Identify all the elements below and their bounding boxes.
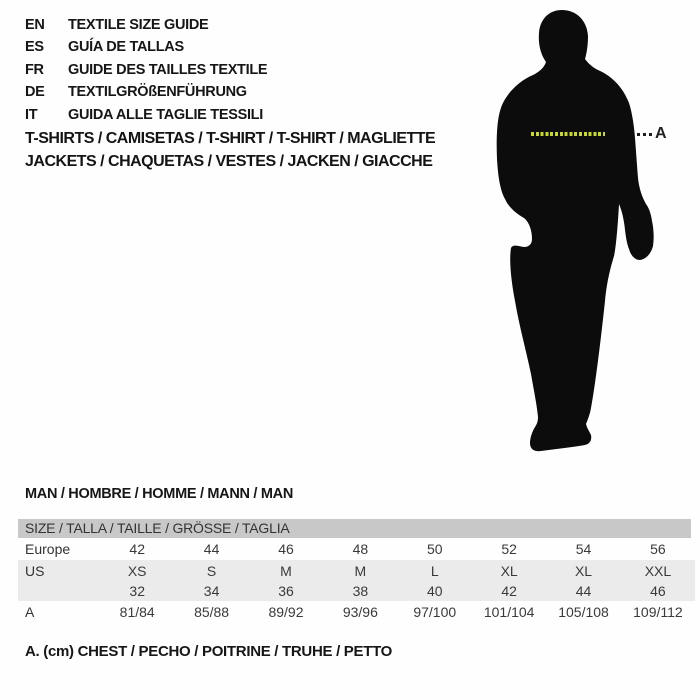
language-label: TEXTILGRÖßENFÜHRUNG xyxy=(68,84,247,101)
size-cell: 46 xyxy=(650,583,666,599)
chest-measure-dashes-black xyxy=(637,133,653,136)
language-label: GUÍA DE TALLAS xyxy=(68,39,184,56)
table-row-us-numeric xyxy=(18,581,695,601)
size-cell: 32 xyxy=(129,583,145,599)
size-cell: 85/88 xyxy=(194,604,230,620)
measurement-footnote: A. (cm) CHEST / PECHO / POITRINE / TRUHE / PETTO xyxy=(25,643,393,660)
size-cell: XL xyxy=(574,562,593,579)
size-cell: S xyxy=(206,562,217,579)
size-cell: 52 xyxy=(501,541,517,557)
size-cell: 36 xyxy=(278,583,294,599)
size-table xyxy=(18,519,695,623)
language-code: FR xyxy=(25,61,44,78)
size-cell: 109/112 xyxy=(633,604,683,620)
size-cell: 48 xyxy=(352,541,369,557)
size-cell: 40 xyxy=(426,583,443,599)
size-cell: 38 xyxy=(352,583,369,599)
row-label: A xyxy=(25,604,35,620)
man-silhouette-figure xyxy=(488,8,668,458)
language-code: EN xyxy=(25,17,45,33)
size-cell: 44 xyxy=(575,583,592,599)
size-table-header: SIZE / TALLA / TAILLE / GRÖSSE / TAGLIA xyxy=(18,519,691,538)
table-row-europe xyxy=(18,538,695,560)
size-cell: L xyxy=(430,562,439,579)
language-code: ES xyxy=(25,39,44,56)
size-cell: M xyxy=(354,562,367,579)
language-row xyxy=(25,36,267,58)
language-label: TEXTILE SIZE GUIDE xyxy=(68,17,209,33)
language-row xyxy=(25,59,267,81)
size-cell: 81/84 xyxy=(119,604,155,620)
chest-measure-label: A xyxy=(655,125,667,142)
size-cell: XS xyxy=(127,562,147,579)
size-cell: XL xyxy=(500,562,518,579)
size-cell: 42 xyxy=(129,541,145,557)
size-cell: 97/100 xyxy=(413,604,457,620)
size-cell: 46 xyxy=(278,541,294,557)
size-cell: 101/104 xyxy=(483,604,535,620)
garment-types-line-tshirts: T-SHIRTS / CAMISETAS / T-SHIRT / T-SHIRT / MAGLIETTE xyxy=(25,130,436,147)
size-cell: XXL xyxy=(644,562,672,579)
size-cell: 89/92 xyxy=(268,604,304,620)
language-label: GUIDA ALLE TAGLIE TESSILI xyxy=(68,106,263,123)
row-label: Europe xyxy=(25,541,71,557)
size-cell: M xyxy=(280,562,292,579)
size-cell: 93/96 xyxy=(342,604,378,620)
size-cell: 105/108 xyxy=(558,604,609,620)
size-cell: 50 xyxy=(426,541,443,557)
table-row-us xyxy=(18,560,695,581)
garment-types-line-jackets: JACKETS / CHAQUETAS / VESTES / JACKEN / GIACCHE xyxy=(25,152,433,170)
size-cell: 42 xyxy=(501,583,517,599)
language-label: GUIDE DES TAILLES TEXTILE xyxy=(68,61,268,78)
language-row xyxy=(25,81,267,103)
language-row xyxy=(25,104,267,126)
section-title-man: MAN / HOMBRE / HOMME / MANN / MAN xyxy=(25,486,294,502)
row-label: US xyxy=(25,562,45,579)
size-cell: 56 xyxy=(650,541,666,557)
size-cell: 44 xyxy=(203,541,220,557)
chest-measure-dashes-yellow xyxy=(531,132,605,136)
garment-types xyxy=(25,128,435,173)
language-code: DE xyxy=(25,84,45,101)
table-row-chest xyxy=(18,601,695,623)
size-cell: 34 xyxy=(203,583,220,599)
language-legend xyxy=(25,14,267,126)
size-cell: 54 xyxy=(575,541,592,557)
language-row xyxy=(25,14,267,36)
silhouette-path xyxy=(497,10,654,451)
language-code: IT xyxy=(25,106,38,123)
